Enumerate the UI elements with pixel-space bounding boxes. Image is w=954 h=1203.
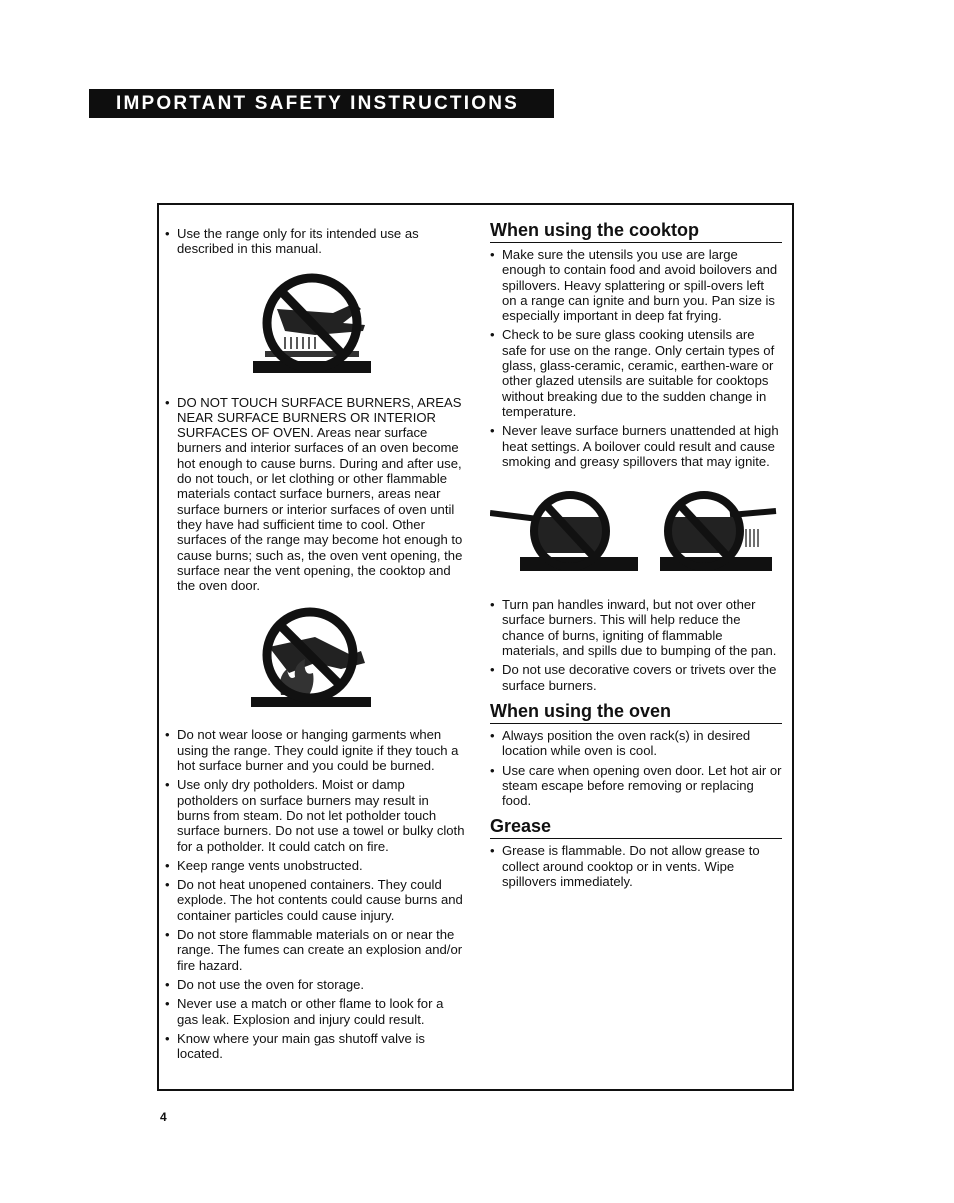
list-item: • Do not store flammable materials on or near the range. The fumes can create an explosion and/or fire hazard.: [165, 927, 465, 973]
list-item: • Do not use the oven for storage.: [165, 977, 465, 992]
list-item: • Always position the oven rack(s) in desired location while oven is cool.: [490, 728, 782, 759]
list-item: • Use the range only for its intended use as described in this manual.: [165, 226, 465, 257]
list-item: • Make sure the utensils you use are large enough to contain food and avoid boilovers and spillovers. Heavy splattering or spill-overs left on a range can ignite and burn you. Pan size is especially important in deep fat frying.: [490, 247, 782, 323]
warning-list: [165, 395, 465, 594]
page-number: 4: [160, 1110, 167, 1124]
list-item: • Do not heat unopened containers. They could explode. The hot contents could cause burns and container particles could cause injury.: [165, 877, 465, 923]
intro-list: [165, 226, 465, 257]
list-item: • Never use a match or other flame to look for a gas leak. Explosion and injury could result.: [165, 996, 465, 1027]
cooktop-list: [490, 247, 782, 469]
right-column: [490, 220, 782, 893]
list-item: • Check to be sure glass cooking utensils are safe for use on the range. Only certain types of glass, glass-ceramic, ceramic, earthen-ware or other glazed utensils are suitable for cooktops without breaking due to the sudden change in temperature.: [490, 327, 782, 419]
section-banner: IMPORTANT SAFETY INSTRUCTIONS: [89, 89, 554, 118]
list-item: • Use care when opening oven door. Let hot air or steam escape before removing or replacing food.: [490, 763, 782, 809]
grease-list: [490, 843, 782, 889]
list-item: • Keep range vents unobstructed.: [165, 858, 465, 873]
list-item: • Grease is flammable. Do not allow grease to collect around cooktop or in vents. Wipe spillovers immediately.: [490, 843, 782, 889]
pan-handle-illustration: [490, 489, 782, 585]
list-item: • Use only dry potholders. Moist or damp potholders on surface burners may result in burns from steam. Do not let potholder touch surface burners. Do not use a towel or bulky cloth for a potholder. It could catch on fire.: [165, 777, 465, 853]
left-column: [165, 226, 465, 1065]
list-item: • Never leave surface burners unattended at high heat settings. A boilover could result and cause smoking and greasy spillovers that may ignite.: [490, 423, 782, 469]
list-item: • Do not wear loose or hanging garments when using the range. They could ignite if they touch a hot surface burner and you could be burned.: [165, 727, 465, 773]
list-item: • Know where your main gas shutoff valve is located.: [165, 1031, 465, 1062]
oven-list: [490, 728, 782, 808]
cooktop-list-2: [490, 597, 782, 693]
list-item: • Do not use decorative covers or trivets over the surface burners.: [490, 662, 782, 693]
safety-list: [165, 727, 465, 1061]
no-cloth-fire-illustration: [165, 607, 465, 717]
cooktop-heading: When using the cooktop: [490, 220, 782, 243]
no-touch-burner-illustration: [165, 273, 465, 387]
list-item: • DO NOT TOUCH SURFACE BURNERS, AREAS NEAR SURFACE BURNERS OR INTERIOR SURFACES OF OVEN. Areas near surface burners and interior surfaces of an oven become hot enough to cause burns. During and after use, do not touch, or let clothing or other flammable materials contact surface burners, areas near surface burners or interior surfaces of oven until they have had sufficient time to cool. Other surfaces of the range may become hot enough to cause burns; such as, the oven vent opening, the surface near the vent opening, the cooktop and the oven door.: [165, 395, 465, 594]
oven-heading: When using the oven: [490, 701, 782, 724]
grease-heading: Grease: [490, 816, 782, 839]
list-item: • Turn pan handles inward, but not over other surface burners. This will help reduce the chance of burns, igniting of flammable materials, and spills due to bumping of the pan.: [490, 597, 782, 658]
